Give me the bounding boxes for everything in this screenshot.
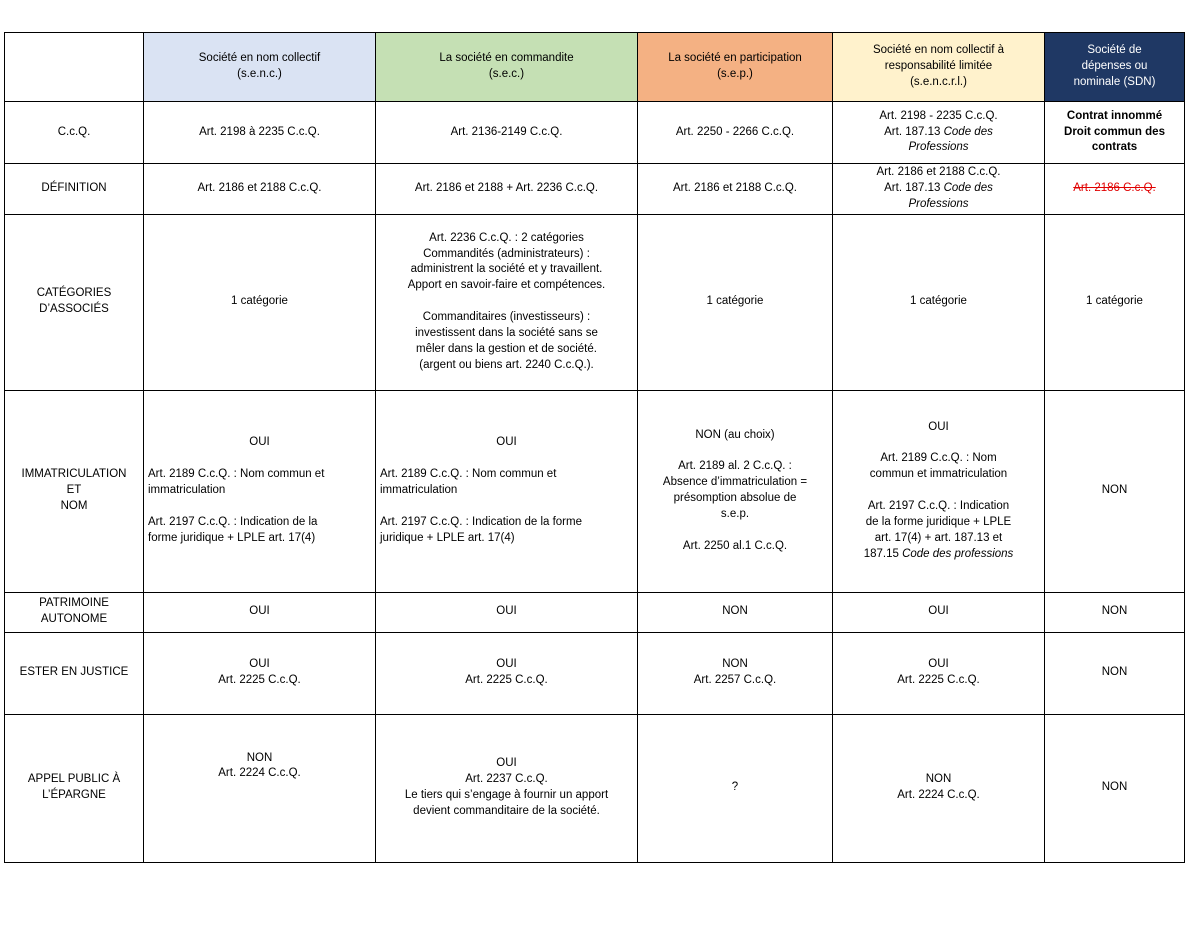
cell-patrimoine-sep: NON (638, 592, 833, 632)
comparison-table (4, 32, 1185, 863)
cell-ester-sencrl: OUI Art. 2225 C.c.Q. (833, 632, 1045, 714)
cell-ccq-sep: Art. 2250 - 2266 C.c.Q. (638, 102, 833, 164)
row-label-appel: APPEL PUBLIC À L’ÉPARGNE (5, 714, 144, 862)
cell-immatriculation-sec: OUI Art. 2189 C.c.Q. : Nom commun et immatriculation Art. 2197 C.c.Q. : Indication de la forme juridique + LPLE art. 17(4) (376, 390, 638, 592)
cell-definition-senc: Art. 2186 et 2188 C.c.Q. (144, 164, 376, 215)
row-immatriculation (5, 390, 1185, 592)
header-senc: Société en nom collectif (s.e.n.c.) (144, 33, 376, 102)
row-label-categories: CATÉGORIES D’ASSOCIÉS (5, 214, 144, 390)
cell-categories-sec: Art. 2236 C.c.Q. : 2 catégories Commandités (administrateurs) : administrent la société et y travaillent. Apport en savoir-faire et compétences. Commanditaires (investisseurs) : investissent dans la société sans se mêler dans la gestion et de société. (argent ou biens art. 2240 C.c.Q.). (376, 214, 638, 390)
cell-definition-sep: Art. 2186 et 2188 C.c.Q. (638, 164, 833, 215)
cell-patrimoine-sencrl: OUI (833, 592, 1045, 632)
row-definition (5, 164, 1185, 215)
cell-categories-sep: 1 catégorie (638, 214, 833, 390)
header-sep: La société en participation (s.e.p.) (638, 33, 833, 102)
cell-ccq-sdn: Contrat innommé Droit commun des contrats (1045, 102, 1185, 164)
cell-appel-senc: NON Art. 2224 C.c.Q. (144, 714, 376, 862)
row-label-ester: ESTER EN JUSTICE (5, 632, 144, 714)
cell-patrimoine-senc: OUI (144, 592, 376, 632)
cell-definition-sencrl: Art. 2186 et 2188 C.c.Q. Art. 187.13 Code des Professions (833, 164, 1045, 215)
cell-ccq-sec: Art. 2136-2149 C.c.Q. (376, 102, 638, 164)
cell-categories-sencrl: 1 catégorie (833, 214, 1045, 390)
row-appel (5, 714, 1185, 862)
row-label-patrimoine: PATRIMOINE AUTONOME (5, 592, 144, 632)
cell-definition-sdn: Art. 2186 C.c.Q. (1045, 164, 1185, 215)
cell-appel-sencrl: NON Art. 2224 C.c.Q. (833, 714, 1045, 862)
row-categories (5, 214, 1185, 390)
cell-immatriculation-sep: NON (au choix) Art. 2189 al. 2 C.c.Q. : Absence d’immatriculation = présomption absolue de s.e.p. Art. 2250 al.1 C.c.Q. (638, 390, 833, 592)
header-row (5, 33, 1185, 102)
cell-appel-sep: ? (638, 714, 833, 862)
cell-patrimoine-sec: OUI (376, 592, 638, 632)
cell-ester-sep: NON Art. 2257 C.c.Q. (638, 632, 833, 714)
cell-immatriculation-sencrl: OUI Art. 2189 C.c.Q. : Nom commun et immatriculation Art. 2197 C.c.Q. : Indication de la forme juridique + LPLE art. 17(4) + art. 187.13 et 187.15 Code des professions (833, 390, 1045, 592)
cell-appel-sdn: NON (1045, 714, 1185, 862)
row-ccq (5, 102, 1185, 164)
cell-patrimoine-sdn: NON (1045, 592, 1185, 632)
header-sencrl: Société en nom collectif à responsabilité limitée (s.e.n.c.r.l.) (833, 33, 1045, 102)
cell-ccq-senc: Art. 2198 à 2235 C.c.Q. (144, 102, 376, 164)
row-label-ccq: C.c.Q. (5, 102, 144, 164)
cell-appel-sec: OUI Art. 2237 C.c.Q. Le tiers qui s’engage à fournir un apport devient commanditaire de la société. (376, 714, 638, 862)
row-label-definition: DÉFINITION (5, 164, 144, 215)
cell-categories-senc: 1 catégorie (144, 214, 376, 390)
cell-definition-sec: Art. 2186 et 2188 + Art. 2236 C.c.Q. (376, 164, 638, 215)
row-patrimoine (5, 592, 1185, 632)
cell-ester-sdn: NON (1045, 632, 1185, 714)
cell-ccq-sencrl: Art. 2198 - 2235 C.c.Q. Art. 187.13 Code des Professions (833, 102, 1045, 164)
header-sec: La société en commandite (s.e.c.) (376, 33, 638, 102)
cell-ester-senc: OUI Art. 2225 C.c.Q. (144, 632, 376, 714)
row-label-immatriculation: IMMATRICULATION ET NOM (5, 390, 144, 592)
row-ester (5, 632, 1185, 714)
cell-immatriculation-senc: OUI Art. 2189 C.c.Q. : Nom commun et immatriculation Art. 2197 C.c.Q. : Indication de la forme juridique + LPLE art. 17(4) (144, 390, 376, 592)
cell-categories-sdn: 1 catégorie (1045, 214, 1185, 390)
cell-immatriculation-sdn: NON (1045, 390, 1185, 592)
header-sdn: Société de dépenses ou nominale (SDN) (1045, 33, 1185, 102)
header-corner (5, 33, 144, 102)
cell-ester-sec: OUI Art. 2225 C.c.Q. (376, 632, 638, 714)
